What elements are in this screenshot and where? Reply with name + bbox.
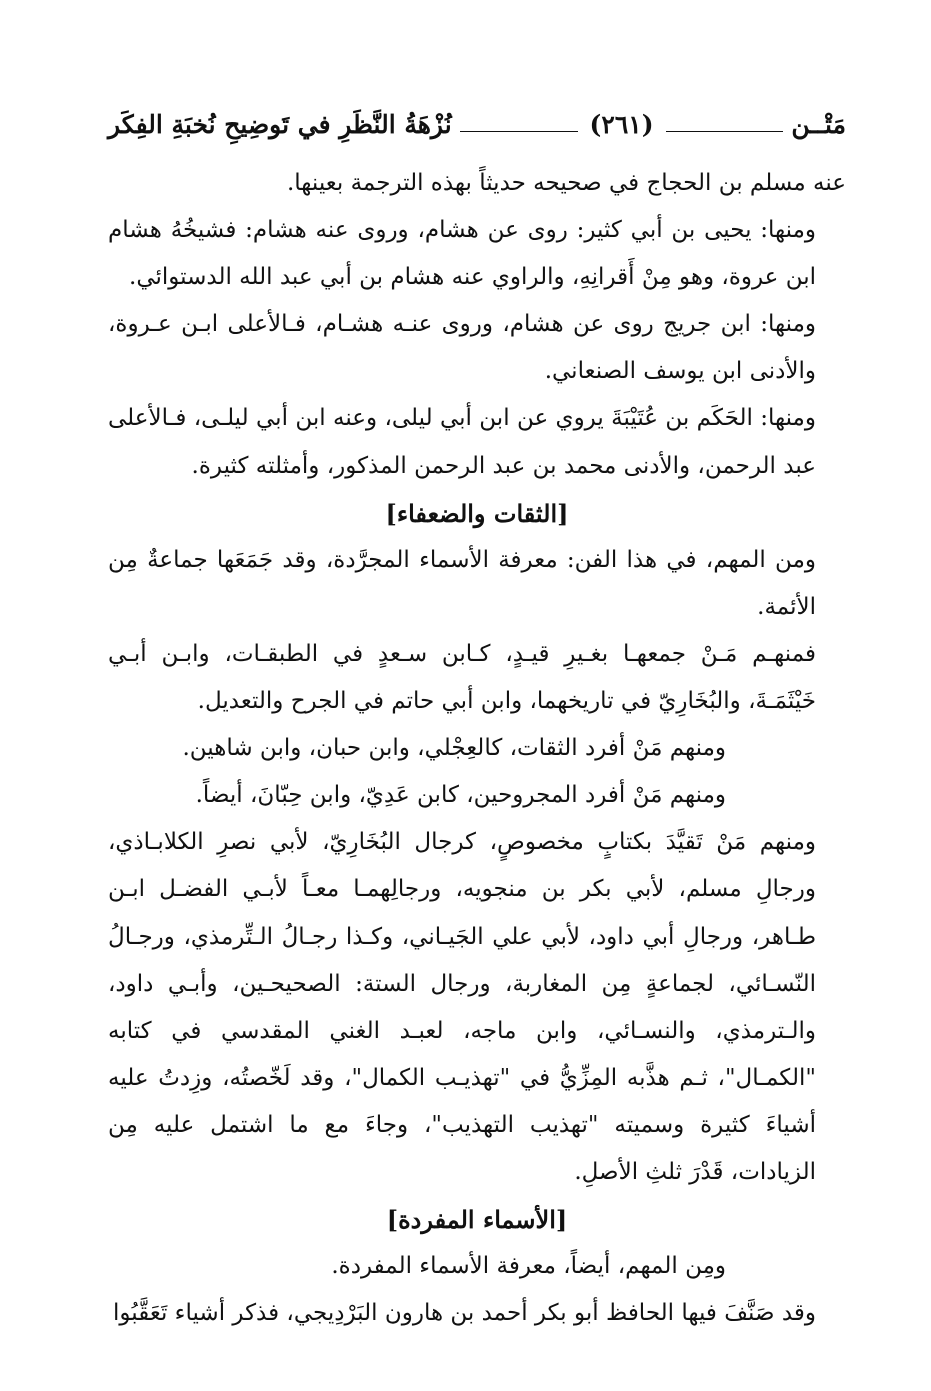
body-paragraph: ومنهم مَنْ أفرد المجروحين، كابن عَدِيّ، وابن حِبّانَ، أيضاً. <box>195 782 726 809</box>
body-paragraph: ومنهم مَنْ أفرد الثقات، كالعِجْلي، وابن حبان، وابن شاهين. <box>182 735 726 762</box>
body-paragraph: ومنها: ابن جريج روى عن هشام، وروى عنـه هشـام، فـالأعلى ابـن عـروة، والأدنى ابن يوسف الصنعاني. <box>108 311 816 385</box>
body-paragraph: وقد صَنَّفَ فيها الحافظ أبو بكر أحمد بن هارون البَرْدِيجي، فذكر أشياء تَعَقَّبُوا <box>113 1300 816 1327</box>
body-paragraph: ومِن المهم، أيضاً، معرفة الأسماء المفردة. <box>331 1253 726 1280</box>
body-paragraph: ومنها: الحَكَم بن عُتَيْبَةَ يروي عن ابن أبي ليلى، وعنه ابن أبي ليلـى، فـالأعلى عبد الرحمن، والأدنى محمد بن عبد الرحمن المذكور، وأمثلته كثيرة. <box>108 405 816 479</box>
body-paragraph: ومن المهم، في هذا الفن: معرفة الأسماء المجرَّدة، وقد جَمَعَها جماعةٌ مِن الأئمة. <box>108 546 816 620</box>
running-header <box>108 102 846 148</box>
page-number: (٢٦١) <box>589 110 654 139</box>
header-book-title: نُزْهَةُ النَّظَرِ في تَوضِيحِ نُخبَةِ الفِكَر <box>108 110 452 139</box>
body-paragraph: ومنها: يحيى بن أبي كثير: روى عن هشام، وروى عنه هشام: فشيخُهُ هشام ابن عروة، وهو مِنْ أَقرانِهِ، والراوي عنه هشام بن أبي عبد الله الدستوائي. <box>108 217 816 291</box>
section-heading: [الثقات والضعفاء] <box>385 498 569 528</box>
section-heading: [الأسماء المفردة] <box>386 1205 568 1235</box>
header-rule-right <box>666 131 784 132</box>
page-body-text <box>108 160 846 1337</box>
body-paragraph: فمنهـم مَـنْ جمعهـا بغـيرِ قيـدٍ، كـابن سـعدٍ في الطبقـات، وابـن أبـي خَيْثَمَـةَ، والبُخَارِيّ في تاريخهما، وابن أبي حاتم في الجرح والتعديل. <box>108 640 816 715</box>
header-section-label: مَتْــن <box>791 110 846 139</box>
body-paragraph: ومنهم مَنْ تَقيَّدَ بكتابٍ مخصوصٍ، كرجال البُخَارِيّ، لأبي نصرِ الكلابـاذي، ورجالِ مسلم، لأبي بكر بن منجويه، ورجالِهمـا معـاً لأبـي الفضـل ابـن طـاهر، ورجالِ أبي داود، لأبي علي الجَيـاني، وكـذا رجـالُ الـتِّرمذي، ورجـالُ النّسـائي، لجماعةٍ مِن المغاربة، ورجال الستة: الصحيحـين، وأبـي داود، والـترمذي، والنسـائي، وابن ماجه، لعبـد الغني المقدسي في كتابه "الكمـال"، ثـم هذَّبه المِزِّيُّ في "تهذيـب الكمال"، وقد لَخّصتُه، وزِدتُ عليه أشياءَ كثيرة وسميته "تهذيب التهذيب"، وجاءَ مع ما اشتمل عليه مِن الزيادات، قَدْرَ ثلثِ الأصلِ. <box>108 829 817 1185</box>
body-paragraph: عنه مسلم بن الحجاج في صحيحه حديثاً بهذه الترجمة بعينها. <box>286 170 846 196</box>
header-rule-left <box>460 131 578 132</box>
